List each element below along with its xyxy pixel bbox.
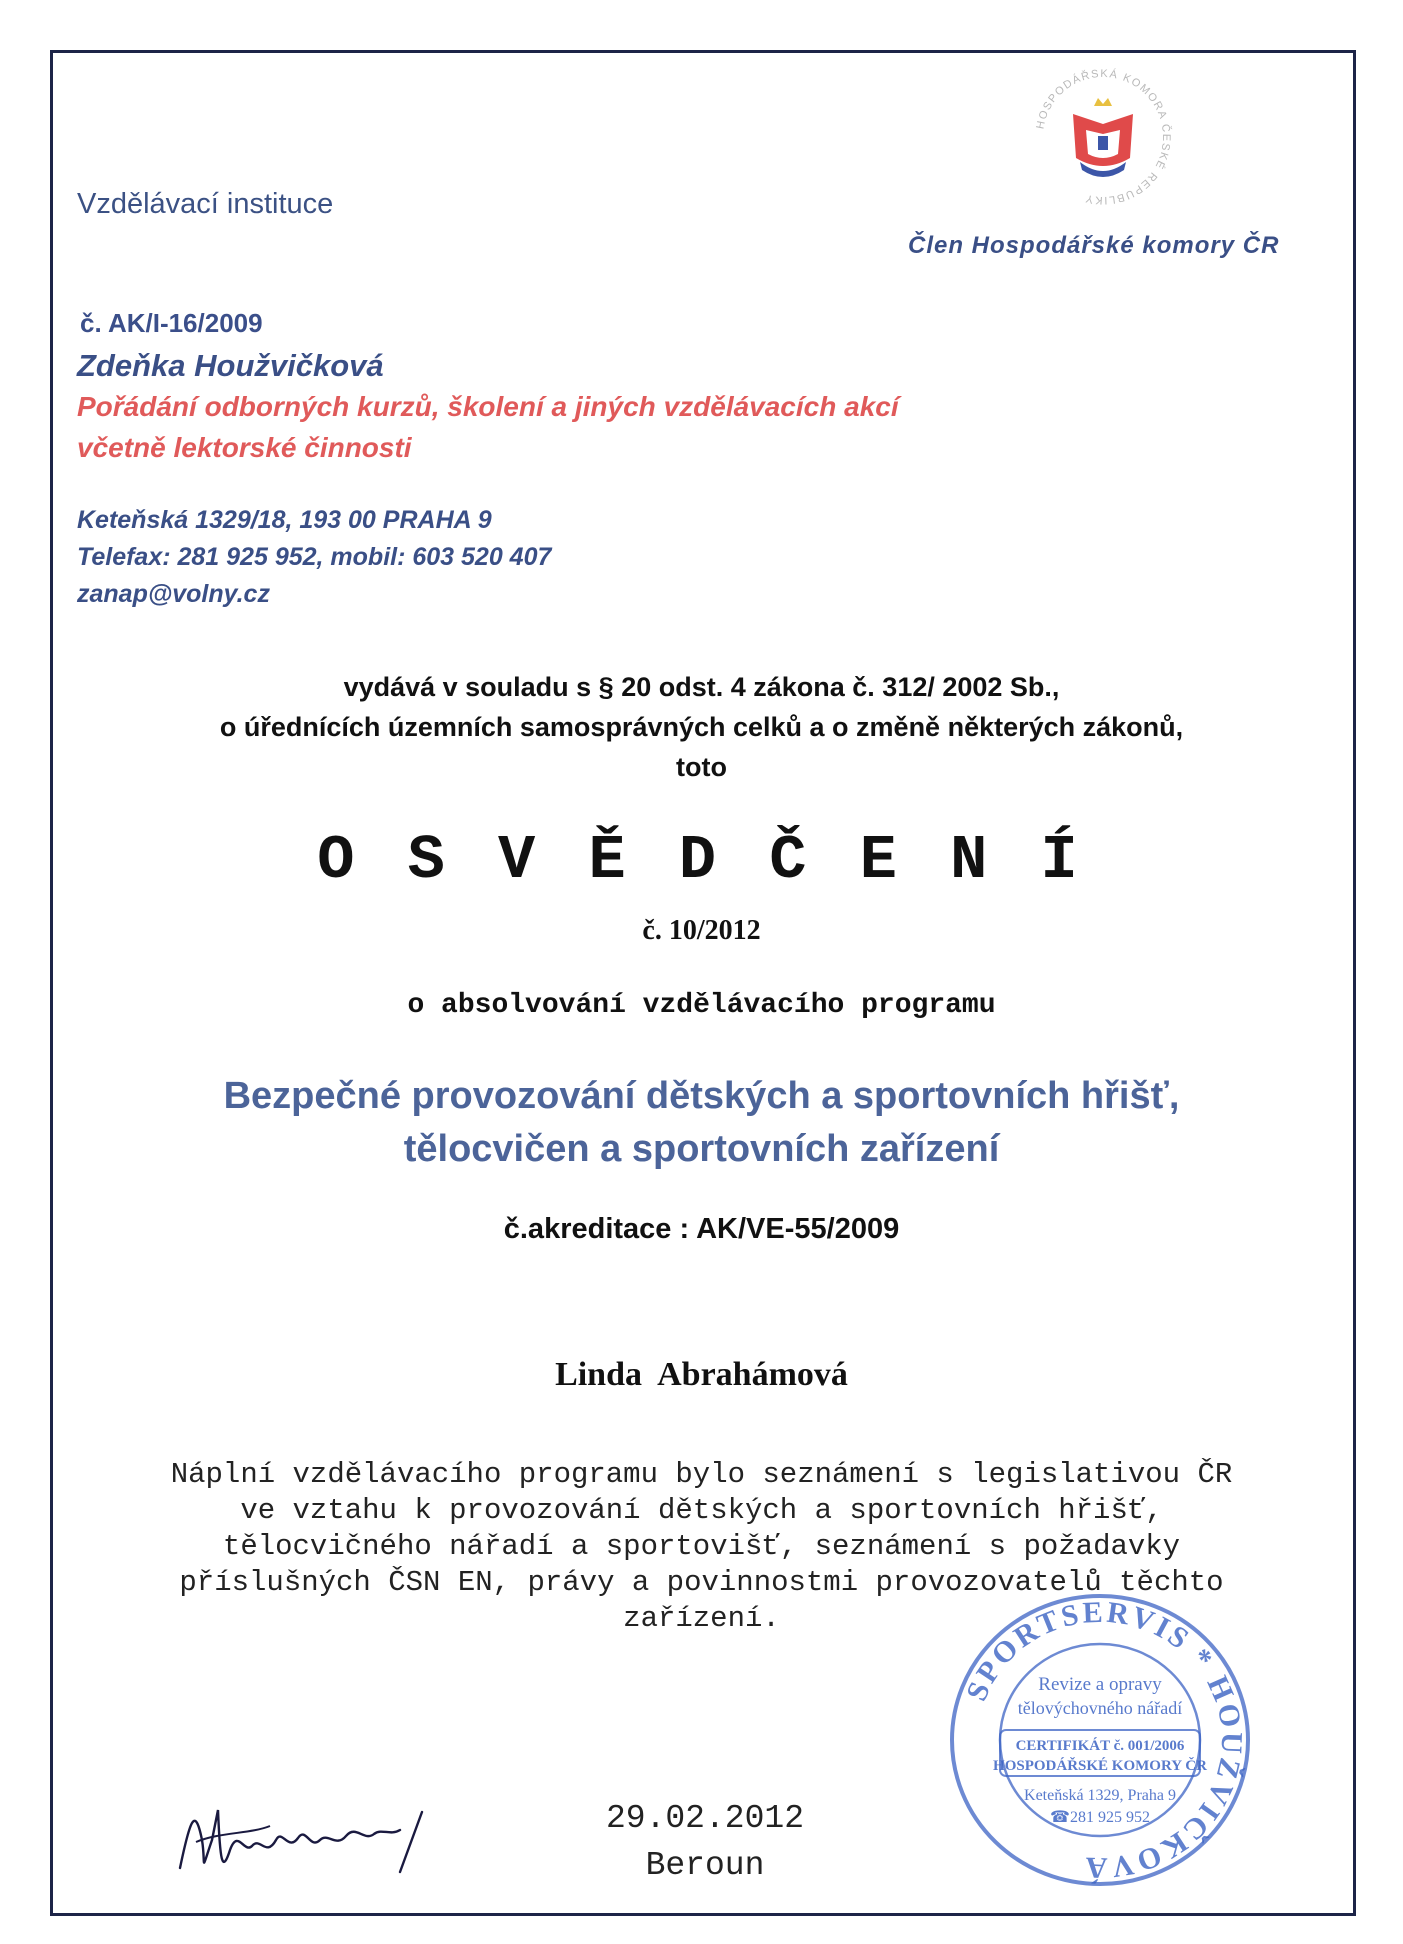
description-line2: ve vztahu k provozování dětských a sportovních hřišť, bbox=[240, 1494, 1163, 1527]
svg-text:☎281 925 952: ☎281 925 952 bbox=[1050, 1809, 1150, 1826]
member-note: Člen Hospodářské komory ČR bbox=[908, 232, 1280, 259]
legal-line2: o úřednících územních samosprávných celků a o změně některých zákonů, bbox=[219, 712, 1184, 742]
issuer-address: Keteňská 1329/18, 193 00 PRAHA 9 bbox=[77, 506, 492, 534]
issuer-activity-line1: Pořádání odborných kurzů, školení a jiných vzdělávacích akcí bbox=[77, 391, 899, 422]
program-accreditation: č.akreditace : AK/VE-55/2009 bbox=[503, 1213, 900, 1245]
svg-text:HOSPODÁŘSKÁ KOMORA ČESKÉ REPUB: HOSPODÁŘSKÁ KOMORA ČESKÉ REPUBLIKY bbox=[1034, 67, 1173, 207]
institution-type: Vzdělávací instituce bbox=[77, 188, 334, 220]
description-line4: příslušných ČSN EN, právy a povinnostmi provozovatelů těchto bbox=[179, 1566, 1224, 1599]
issuer-name: Zdeňka Houžvičková bbox=[77, 348, 384, 383]
description-line1: Náplní vzdělávacího programu bylo seznámení s legislativou ČR bbox=[170, 1458, 1233, 1491]
legal-line3: toto bbox=[676, 752, 727, 782]
program-title-line1: Bezpečné provozování dětských a sportovních hřišť, bbox=[223, 1075, 1180, 1117]
sportservis-stamp bbox=[945, 1590, 1255, 1890]
legal-line1: vydává v souladu s § 20 odst. 4 zákona č. 312/ 2002 Sb., bbox=[343, 672, 1060, 702]
issuer-activity-line2: včetně lektorské činnosti bbox=[77, 432, 412, 463]
signature bbox=[160, 1780, 480, 1890]
issue-place: Beroun bbox=[645, 1847, 765, 1884]
svg-text:Revize a opravy: Revize a opravy bbox=[1038, 1674, 1162, 1695]
chamber-of-commerce-logo bbox=[1028, 62, 1178, 212]
issuer-phone: Telefax: 281 925 952, mobil: 603 520 407 bbox=[77, 543, 552, 571]
issue-date: 29.02.2012 bbox=[605, 1800, 805, 1837]
svg-text:SPORTSERVIS * HOUŽVIČKOVÁ: SPORTSERVIS * HOUŽVIČKOVÁ bbox=[959, 1595, 1249, 1885]
certificate-title: O S V Ě D Č E N Í bbox=[317, 825, 1086, 896]
svg-text:CERTIFIKÁT č. 001/2006: CERTIFIKÁT č. 001/2006 bbox=[1015, 1738, 1185, 1754]
program-title-line2: tělocvičen a sportovních zařízení bbox=[403, 1128, 1000, 1170]
issuer-accreditation: č. AK/I-16/2009 bbox=[80, 308, 263, 338]
issuer-email: zanap@volny.cz bbox=[77, 580, 270, 608]
description-line5: zařízení. bbox=[623, 1602, 780, 1635]
certificate-subtitle: o absolvování vzdělávacího programu bbox=[407, 990, 996, 1021]
svg-text:Keteňská 1329, Praha 9: Keteňská 1329, Praha 9 bbox=[1024, 1787, 1176, 1804]
certificate-number: č. 10/2012 bbox=[642, 915, 761, 946]
svg-text:tělovýchovného nářadí: tělovýchovného nářadí bbox=[1017, 1698, 1183, 1718]
svg-text:HOSPODÁŘSKÉ KOMORY ČR: HOSPODÁŘSKÉ KOMORY ČR bbox=[993, 1758, 1207, 1774]
recipient-name: Linda Abrahámová bbox=[555, 1356, 848, 1393]
description-line3: tělocvičného nářadí a sportovišť, seznámení s požadavky bbox=[222, 1530, 1181, 1563]
